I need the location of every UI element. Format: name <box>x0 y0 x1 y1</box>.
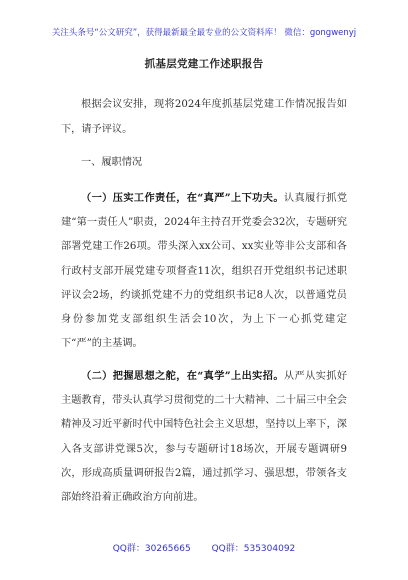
intro-paragraph <box>61 92 347 142</box>
section-heading: 一、履职情况 <box>81 157 143 168</box>
paragraph-heading: （二）把握思想之舵，在“真学”上出实招。 <box>81 370 284 382</box>
footer-contact <box>0 541 408 554</box>
paragraph-heading: （一）压实工作责任，在“真严”上下功夫。 <box>81 192 284 204</box>
paragraph-body: 从严从实抓好主题教育，带头认真学习贯彻党的二十大精神、二十届三中全会精神及习近平新时代中国特色社会主义思想，坚持以上率下，深入各支部讲党课5次，参与专题研讨18场次，开展专题调研9次，形成高质量调研报告2篇，通过抓学习、强思想，带领各支部始终沿着正确政治方向前进。 <box>61 371 348 504</box>
document-title: 抓基层党建工作述职报告 <box>144 58 264 70</box>
header-promo-note: 关注头条号“公文研究”，获得最新最全最专业的公文资料库！ 微信：gongwenyj <box>51 28 357 38</box>
paragraph-responsibility <box>61 186 347 356</box>
paragraph-body: 认真履行抓党建“第一责任人”职责，2024年主持召开党委会32次，专题研究部署党建工作26项。带头深入xx公司、xx实业等非公支部和各行政村支部开展党建专项督查11次，组织召开党组织书记述职评议会2场，约谈抓党建不力的党组织书记8人次，以普通党员身份参加党支部组织生活会10次，为上下一心抓党建定下“严”的主基调。 <box>61 193 348 350</box>
intro-text: 根据会议安排，现将2024年度抓基层党建工作情况报告如下，请予评议。 <box>61 99 347 135</box>
footer-qq-group-2: QQ群：535304092 <box>211 544 296 554</box>
paragraph-study <box>61 364 347 510</box>
footer-qq-group-1: QQ群：30265665 <box>112 544 191 554</box>
